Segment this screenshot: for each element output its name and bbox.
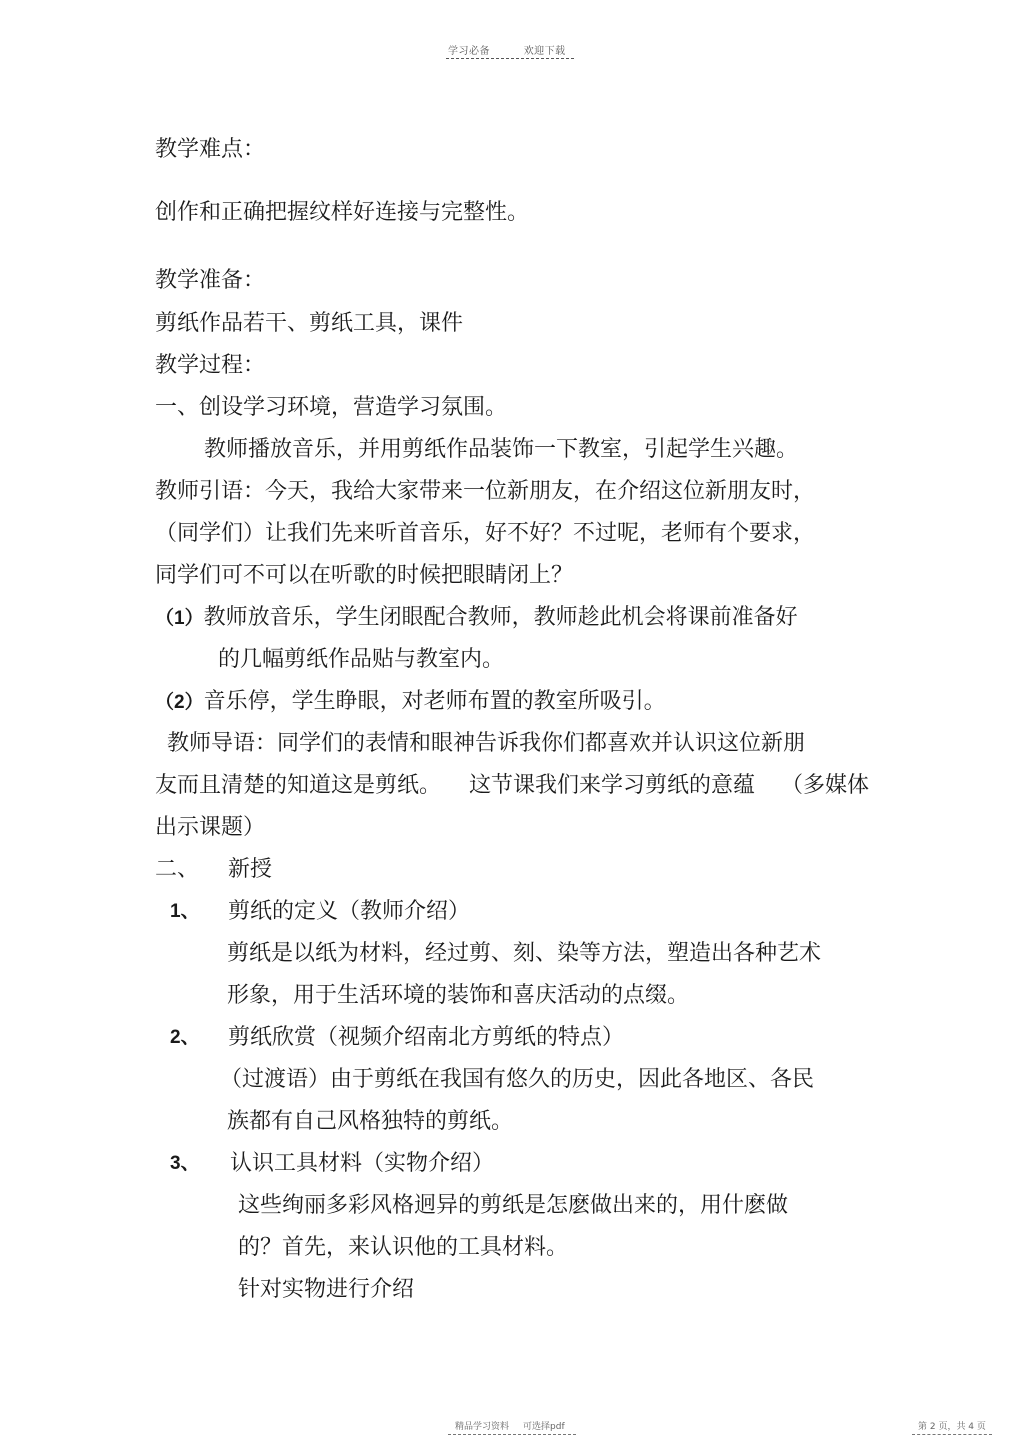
item-text: （过渡语）由于剪纸在我国有悠久的历史，因此各地区、各民 <box>220 1067 815 1092</box>
page-header <box>448 42 566 57</box>
list-item-number: （1） <box>155 608 204 629</box>
paragraph: 教师导语：同学们的表情和眼神告诉我你们都喜欢并认识这位新朋 <box>167 731 806 756</box>
list-item-continuation: 的几幅剪纸作品贴与教室内。 <box>218 647 505 672</box>
list-item-text: 教师放音乐，学生闭眼配合教师，教师趁此机会将课前准备好 <box>203 605 798 630</box>
paragraph: （同学们）让我们先来听首音乐，好不好？不过呢，老师有个要求， <box>155 521 816 546</box>
item-text: 族都有自己风格独特的剪纸。 <box>227 1109 514 1134</box>
paragraph: 同学们可不可以在听歌的时候把眼睛闭上？ <box>155 563 574 588</box>
list-item-text: 音乐停，学生睁眼，对老师布置的教室所吸引。 <box>203 689 666 714</box>
difficulty-text: 创作和正确把握纹样好连接与完整性。 <box>155 200 530 225</box>
difficulty-heading: 教学难点： <box>155 137 266 162</box>
preparation-text: 剪纸作品若干、剪纸工具，课件 <box>155 311 464 336</box>
item-text: 剪纸是以纸为材料，经过剪、刻、染等方法，塑造出各种艺术 <box>227 941 822 966</box>
item-number: 3、 <box>170 1153 200 1174</box>
text-segment: 友而且清楚的知道这是剪纸。 <box>155 773 442 798</box>
list-item <box>155 689 666 716</box>
footer-divider <box>448 1434 576 1435</box>
item-text: 形象，用于生活环境的装饰和喜庆活动的点缀。 <box>227 983 690 1008</box>
page-number: 第 2 页，共 4 页 <box>918 1422 986 1432</box>
item-text: 的？首先，来认识他的工具材料。 <box>238 1235 569 1260</box>
item-title: 剪纸欣赏（视频介绍南北方剪纸的特点） <box>228 1025 625 1050</box>
item-title: 认识工具材料（实物介绍） <box>230 1151 495 1176</box>
footer-right-label: 可选择pdf <box>523 1422 565 1432</box>
list-item-number: （2） <box>155 692 204 713</box>
header-divider <box>446 58 574 59</box>
footer-center-text <box>455 1419 565 1432</box>
paragraph <box>155 773 869 799</box>
preparation-heading: 教学准备： <box>155 268 266 293</box>
header-right-text: 欢迎下载 <box>523 46 566 57</box>
item-number: 1、 <box>170 901 200 922</box>
item-title: 剪纸的定义（教师介绍） <box>228 899 471 924</box>
paragraph: 教师播放音乐，并用剪纸作品装饰一下教室，引起学生兴趣。 <box>204 437 799 462</box>
header-left-text: 学习必备 <box>448 46 490 57</box>
process-heading: 教学过程： <box>155 353 266 378</box>
text-segment: （多媒体 <box>781 773 870 798</box>
section-number: 二、 <box>155 857 200 882</box>
item-text: 针对实物进行介绍 <box>238 1277 415 1302</box>
list-item <box>155 605 798 632</box>
item-text: 这些绚丽多彩风格迥异的剪纸是怎麽做出来的，用什麽做 <box>238 1193 789 1218</box>
footer-divider <box>912 1434 992 1435</box>
paragraph: 出示课题） <box>155 815 266 840</box>
text-segment: 这节课我们来学习剪纸的意蕴 <box>469 773 756 798</box>
item-number: 2、 <box>170 1027 200 1048</box>
paragraph: 教师引语：今天，我给大家带来一位新朋友，在介绍这位新朋友时， <box>155 479 816 504</box>
section-one-title: 一、创设学习环境，营造学习氛围。 <box>155 395 508 420</box>
section-two-title: 新授 <box>228 857 273 882</box>
footer-left-label: 精品学习资料 <box>455 1422 510 1432</box>
